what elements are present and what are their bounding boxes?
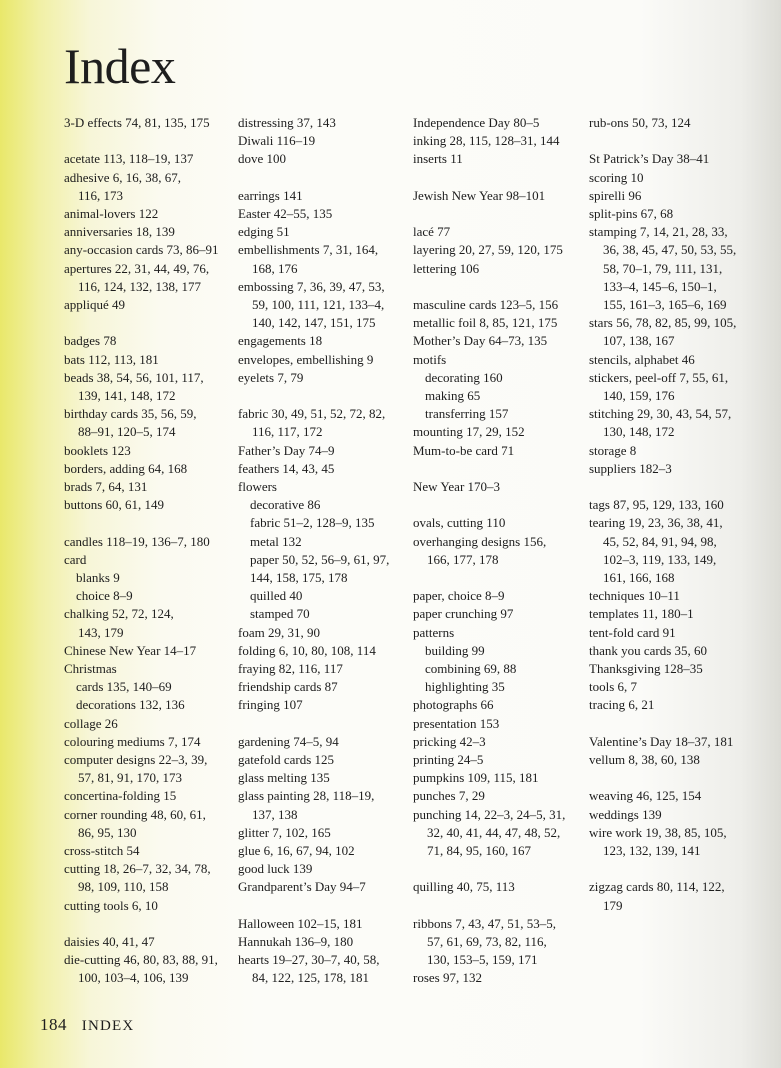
- index-entry-continuation: 102–3, 119, 133, 149,: [603, 551, 717, 567]
- index-entry: tent-fold card 91: [589, 624, 676, 640]
- index-entry-continuation: 32, 40, 41, 44, 47, 48, 52,: [427, 824, 561, 840]
- index-subentry: metal 132: [250, 533, 302, 549]
- index-entry-continuation: 57, 61, 69, 73, 82, 116,: [427, 934, 547, 950]
- section-gap: [64, 915, 232, 933]
- index-entry-continuation: 140, 142, 147, 151, 175: [252, 315, 376, 331]
- index-subentry: decorating 160: [425, 369, 503, 385]
- index-entry: candles 118–19, 136–7, 180: [64, 533, 210, 549]
- index-entry: techniques 10–11: [589, 588, 680, 604]
- index-subentry: stamped 70: [250, 606, 310, 622]
- index-entry-continuation: 130, 153–5, 159, 171: [427, 952, 538, 968]
- index-entry-continuation: 123, 132, 139, 141: [603, 843, 701, 859]
- index-entry: mounting 17, 29, 152: [413, 424, 525, 440]
- index-subentry: making 65: [425, 388, 481, 403]
- index-entry: suppliers 182–3: [589, 460, 672, 476]
- index-entry: Thanksgiving 128–35: [589, 661, 703, 677]
- index-entry: fringing 107: [238, 697, 303, 713]
- index-entry: metallic foil 8, 85, 121, 175: [413, 315, 558, 331]
- page-number: 184: [40, 1015, 67, 1034]
- index-entry: paper, choice 8–9: [413, 588, 505, 604]
- index-entry: Grandparent’s Day 94–7: [238, 879, 366, 895]
- index-entry: Independence Day 80–5: [413, 115, 540, 130]
- index-entry: thank you cards 35, 60: [589, 642, 708, 658]
- page-title: Index: [64, 38, 176, 94]
- index-subentry: decorations 132, 136: [76, 697, 185, 713]
- section-gap: [64, 132, 232, 150]
- index-entry: Mum-to-be card 71: [413, 442, 515, 458]
- index-entry: foam 29, 31, 90: [238, 624, 320, 640]
- index-entry: dove 100: [238, 151, 287, 167]
- index-entry: glitter 7, 102, 165: [238, 824, 331, 840]
- index-entry-continuation: 116, 124, 132, 138, 177: [78, 278, 202, 294]
- index-entry-continuation: 71, 84, 95, 160, 167: [427, 843, 531, 859]
- index-entry: Easter 42–55, 135: [238, 206, 333, 221]
- index-entry: ribbons 7, 43, 47, 51, 53–5,: [413, 915, 556, 931]
- index-entry: edging 51: [238, 224, 290, 240]
- index-entry: gardening 74–5, 94: [238, 733, 339, 749]
- index-entry: punches 7, 29: [413, 788, 485, 804]
- index-entry: engagements 18: [238, 333, 323, 349]
- index-entry: chalking 52, 72, 124,: [64, 606, 174, 622]
- index-entry: fraying 82, 116, 117: [238, 661, 343, 677]
- index-entry: vellum 8, 38, 60, 138: [589, 752, 700, 768]
- index-entry: rub-ons 50, 73, 124: [589, 115, 691, 130]
- index-entry-continuation: 116, 173: [78, 187, 124, 203]
- index-entry: good luck 139: [238, 861, 313, 877]
- index-entry: presentation 153: [413, 715, 500, 731]
- index-entry: distressing 37, 143: [238, 115, 336, 130]
- index-entry: quilling 40, 75, 113: [413, 879, 515, 895]
- index-subentry: cards 135, 140–69: [76, 679, 172, 695]
- section-gap: [589, 715, 759, 733]
- index-subentry: fabric 51–2, 128–9, 135: [250, 515, 375, 531]
- section-gap: [413, 897, 583, 915]
- index-entry-continuation: 143, 179: [78, 624, 124, 640]
- index-entry: overhanging designs 156,: [413, 533, 547, 549]
- index-subentry: choice 8–9: [76, 588, 133, 604]
- index-entry: weaving 46, 125, 154: [589, 788, 702, 804]
- index-entry-continuation: 88–91, 120–5, 174: [78, 424, 176, 440]
- index-entry: friendship cards 87: [238, 679, 338, 695]
- index-entry: tools 6, 7: [589, 679, 638, 695]
- index-entry: Jewish New Year 98–101: [413, 187, 546, 203]
- section-gap: [413, 569, 583, 587]
- index-entry: corner rounding 48, 60, 61,: [64, 806, 206, 822]
- index-entry: apertures 22, 31, 44, 49, 76,: [64, 260, 210, 276]
- index-entry: appliqué 49: [64, 297, 126, 313]
- index-column-2: [238, 114, 408, 988]
- index-entry: Halloween 102–15, 181: [238, 915, 363, 931]
- index-entry: tracing 6, 21: [589, 697, 655, 713]
- index-entry: wire work 19, 38, 85, 105,: [589, 824, 727, 840]
- index-entry: feathers 14, 43, 45: [238, 460, 335, 476]
- index-entry-continuation: 86, 95, 130: [78, 824, 137, 840]
- index-entry: stamping 7, 14, 21, 28, 33,: [589, 224, 728, 240]
- section-gap: [238, 715, 408, 733]
- index-entry: pricking 42–3: [413, 733, 486, 749]
- index-subentry: paper 50, 52, 56–9, 61, 97,: [250, 551, 390, 567]
- index-entry: storage 8: [589, 442, 637, 458]
- index-entry: New Year 170–3: [413, 479, 501, 494]
- index-entry: St Patrick’s Day 38–41: [589, 151, 710, 167]
- index-entry: printing 24–5: [413, 752, 484, 768]
- index-entry: brads 7, 64, 131: [64, 479, 148, 495]
- index-subentry: combining 69, 88: [425, 661, 517, 676]
- index-subentry: transferring 157: [425, 406, 509, 422]
- index-entry: embossing 7, 36, 39, 47, 53,: [238, 278, 385, 294]
- index-entry: Hannukah 136–9, 180: [238, 934, 354, 950]
- index-entry: inserts 11: [413, 151, 463, 167]
- index-entry: fabric 30, 49, 51, 52, 72, 82,: [238, 406, 386, 422]
- index-entry: paper crunching 97: [413, 606, 514, 622]
- index-entry: die-cutting 46, 80, 83, 88, 91,: [64, 952, 218, 968]
- index-entry: glass painting 28, 118–19,: [238, 788, 375, 804]
- section-gap: [589, 769, 759, 787]
- index-entry-continuation: 133–4, 145–6, 150–1,: [603, 278, 717, 294]
- index-entry-continuation: 130, 148, 172: [603, 424, 675, 440]
- index-entry: stars 56, 78, 82, 85, 99, 105,: [589, 315, 737, 331]
- section-gap: [64, 514, 232, 532]
- index-subentry: 144, 158, 175, 178: [250, 570, 348, 586]
- index-entry: computer designs 22–3, 39,: [64, 752, 208, 768]
- index-entry-continuation: 100, 103–4, 106, 139: [78, 970, 189, 986]
- index-entry: card: [64, 551, 87, 567]
- index-entry: tearing 19, 23, 36, 38, 41,: [589, 515, 723, 531]
- index-entry-continuation: 166, 177, 178: [427, 551, 499, 567]
- index-entry: Diwali 116–19: [238, 133, 316, 149]
- index-entry-continuation: 116, 117, 172: [252, 424, 323, 440]
- index-entry: glue 6, 16, 67, 94, 102: [238, 843, 355, 859]
- section-gap: [413, 460, 583, 478]
- index-subentry: building 99: [425, 642, 485, 658]
- index-entry: spirelli 96: [589, 187, 642, 203]
- index-entry-continuation: 36, 38, 45, 47, 50, 53, 55,: [603, 242, 737, 258]
- index-entry: 3-D effects 74, 81, 135, 175: [64, 115, 210, 130]
- index-entry: birthday cards 35, 56, 59,: [64, 406, 197, 422]
- index-column-4: [589, 114, 759, 915]
- section-gap: [238, 387, 408, 405]
- index-entry-continuation: 45, 52, 84, 91, 94, 98,: [603, 533, 717, 549]
- index-entry-continuation: 84, 122, 125, 178, 181: [252, 970, 369, 986]
- index-entry: pumpkins 109, 115, 181: [413, 770, 539, 786]
- section-gap: [413, 205, 583, 223]
- index-entry: stitching 29, 30, 43, 54, 57,: [589, 406, 732, 422]
- section-gap: [64, 314, 232, 332]
- index-entry: templates 11, 180–1: [589, 606, 694, 622]
- index-entry: gatefold cards 125: [238, 752, 335, 768]
- section-gap: [413, 278, 583, 296]
- index-entry: cutting tools 6, 10: [64, 897, 158, 913]
- index-entry: stickers, peel-off 7, 55, 61,: [589, 369, 729, 385]
- index-entry-continuation: 98, 109, 110, 158: [78, 879, 169, 895]
- index-entry-continuation: 137, 138: [252, 806, 298, 822]
- index-entry-continuation: 107, 138, 167: [603, 333, 675, 349]
- index-entry: Mother’s Day 64–73, 135: [413, 333, 548, 349]
- index-entry: badges 78: [64, 333, 117, 349]
- section-gap: [238, 169, 408, 187]
- index-entry: inking 28, 115, 128–31, 144: [413, 133, 560, 149]
- index-entry: eyelets 7, 79: [238, 369, 304, 385]
- index-entry: animal-lovers 122: [64, 206, 159, 221]
- index-entry: glass melting 135: [238, 770, 330, 786]
- index-entry: cutting 18, 26–7, 32, 34, 78,: [64, 861, 211, 877]
- index-entry: photographs 66: [413, 697, 494, 713]
- index-entry: motifs: [413, 351, 447, 367]
- index-entry: tags 87, 95, 129, 133, 160: [589, 497, 724, 513]
- index-entry: buttons 60, 61, 149: [64, 497, 165, 513]
- index-entry: Father’s Day 74–9: [238, 442, 335, 458]
- index-entry: patterns: [413, 624, 455, 640]
- index-entry: layering 20, 27, 59, 120, 175: [413, 242, 563, 258]
- section-gap: [589, 478, 759, 496]
- index-entry-continuation: 58, 70–1, 79, 111, 131,: [603, 260, 723, 276]
- index-entry: lacé 77: [413, 224, 451, 240]
- index-entry: acetate 113, 118–19, 137: [64, 151, 194, 167]
- index-entry: booklets 123: [64, 442, 131, 458]
- index-entry: split-pins 67, 68: [589, 206, 674, 221]
- index-entry: Chinese New Year 14–17: [64, 642, 197, 658]
- index-subentry: highlighting 35: [425, 679, 505, 695]
- index-entry: lettering 106: [413, 260, 480, 276]
- index-entry: colouring mediums 7, 174: [64, 733, 201, 749]
- index-entry: masculine cards 123–5, 156: [413, 296, 559, 312]
- footer-label: INDEX: [81, 1018, 135, 1034]
- index-subentry: decorative 86: [250, 497, 321, 513]
- index-entry-continuation: 168, 176: [252, 260, 298, 276]
- section-gap: [413, 860, 583, 878]
- index-entry-continuation: 161, 166, 168: [603, 570, 675, 586]
- index-entry: daisies 40, 41, 47: [64, 934, 155, 950]
- index-entry-continuation: 140, 159, 176: [603, 388, 675, 404]
- section-gap: [238, 897, 408, 915]
- index-entry: bats 112, 113, 181: [64, 351, 159, 367]
- index-entry: envelopes, embellishing 9: [238, 351, 374, 367]
- index-entry: scoring 10: [589, 169, 644, 185]
- index-entry: zigzag cards 80, 114, 122,: [589, 879, 725, 895]
- index-entry: Christmas: [64, 661, 117, 677]
- index-entry: collage 26: [64, 715, 118, 731]
- index-entry: weddings 139: [589, 806, 662, 822]
- index-entry: earrings 141: [238, 187, 303, 203]
- index-entry: concertina-folding 15: [64, 788, 177, 804]
- index-entry: borders, adding 64, 168: [64, 460, 188, 476]
- section-gap: [589, 132, 759, 150]
- index-entry: anniversaries 18, 139: [64, 224, 175, 240]
- index-entry: roses 97, 132: [413, 970, 482, 986]
- index-entry-continuation: 59, 100, 111, 121, 133–4,: [252, 297, 385, 313]
- index-entry: cross-stitch 54: [64, 843, 140, 859]
- index-entry-continuation: 155, 161–3, 165–6, 169: [603, 297, 727, 313]
- index-subentry: quilled 40: [250, 588, 303, 604]
- index-column-3: [413, 114, 583, 988]
- index-entry: hearts 19–27, 30–7, 40, 58,: [238, 952, 380, 968]
- index-entry: stencils, alphabet 46: [589, 351, 695, 367]
- index-entry: Valentine’s Day 18–37, 181: [589, 733, 734, 749]
- page-footer: [40, 1014, 134, 1037]
- index-entry: folding 6, 10, 80, 108, 114: [238, 642, 376, 658]
- index-entry: beads 38, 54, 56, 101, 117,: [64, 369, 204, 385]
- index-column-1: [64, 114, 232, 988]
- index-entry: embellishments 7, 31, 164,: [238, 242, 379, 258]
- section-gap: [413, 169, 583, 187]
- index-subentry: blanks 9: [76, 570, 120, 586]
- index-entry-continuation: 139, 141, 148, 172: [78, 388, 176, 404]
- index-entry-continuation: 57, 81, 91, 170, 173: [78, 770, 182, 786]
- section-gap: [589, 860, 759, 878]
- section-gap: [413, 496, 583, 514]
- index-entry: flowers: [238, 479, 277, 495]
- index-entry: any-occasion cards 73, 86–91: [64, 242, 219, 258]
- index-entry: adhesive 6, 16, 38, 67,: [64, 169, 181, 185]
- index-entry: punching 14, 22–3, 24–5, 31,: [413, 806, 566, 822]
- index-entry-continuation: 179: [603, 897, 623, 913]
- index-entry: ovals, cutting 110: [413, 515, 506, 531]
